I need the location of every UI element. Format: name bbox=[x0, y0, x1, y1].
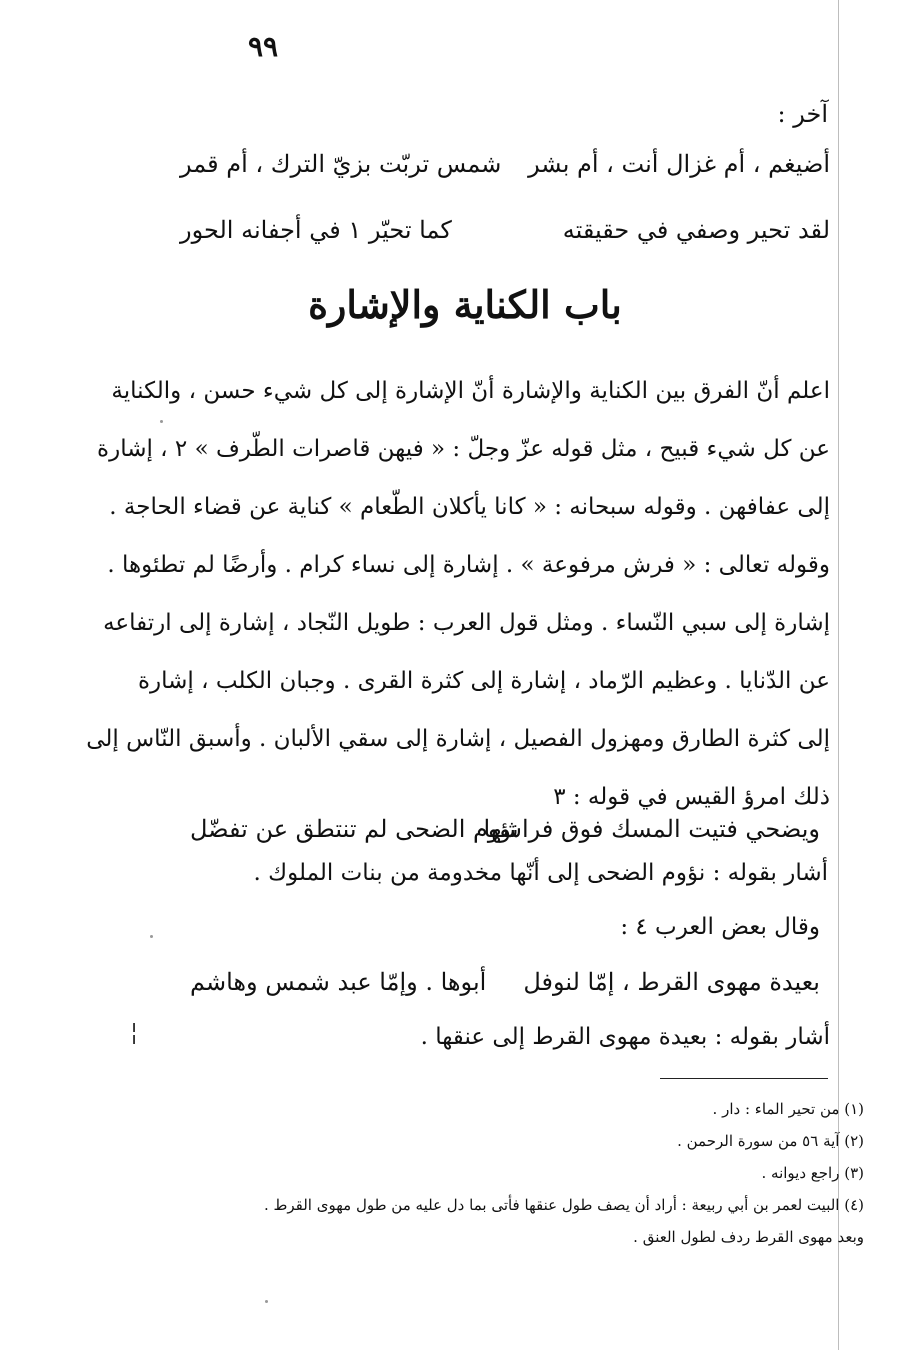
footnote-4-continued: وبعد مهوى القرط ردف لطول العنق . bbox=[633, 1228, 864, 1246]
page-number: ٩٩ bbox=[247, 30, 279, 63]
margin-mark: ¦ bbox=[130, 1018, 139, 1046]
intro-label: آخر : bbox=[777, 100, 828, 128]
explanation-1: أشار بقوله : نؤوم الضحى إلى أنّها مخدومة من بنات الملوك . bbox=[253, 860, 828, 886]
verse-4-second-hemistich: أبوها . وإمّا عبد شمس وهاشم bbox=[190, 968, 487, 996]
verse-4-first-hemistich: بعيدة مهوى القرط ، إمّا لنوفل bbox=[523, 968, 820, 996]
verse-3-second-hemistich: نؤوم الضحى لم تنتطق عن تفضّل bbox=[190, 815, 519, 843]
paragraph-line: إلى عفافهن . وقوله سبحانه : « كانا يأكلان الطّعام » كناية عن قضاء الحاجة . bbox=[109, 494, 830, 520]
paragraph-line: عن كل شيء قبيح ، مثل قوله عزّ وجلّ : « فيهن قاصرات الطّرف » ٢ ، إشارة bbox=[97, 436, 830, 462]
scan-speck bbox=[160, 420, 163, 423]
footnote-3: (٣) راجع ديوانه . bbox=[761, 1164, 864, 1182]
paragraph-line: وقوله تعالى : « فرش مرفوعة » . إشارة إلى نساء كرام . وأرضًا لم تطئوها . bbox=[107, 552, 830, 578]
footnote-1: (١) من تحير الماء : دار . bbox=[712, 1100, 864, 1118]
verse-2-first-hemistich: لقد تحير وصفي في حقيقته bbox=[562, 216, 830, 244]
verse-2 bbox=[180, 216, 830, 266]
footnote-2: (٢) آية ٥٦ من سورة الرحمن . bbox=[677, 1132, 864, 1150]
verse-1-first-hemistich: أضيغم ، أم غزال أنت ، أم بشر bbox=[528, 150, 830, 178]
verse-1 bbox=[180, 150, 830, 200]
verse-4 bbox=[190, 968, 820, 1018]
scan-speck bbox=[150, 935, 153, 938]
footnote-4: (٤) البيت لعمر بن أبي ربيعة : أراد أن يصف طول عنقها فأتى بما دل عليه من طول مهوى القرط . bbox=[263, 1196, 864, 1214]
verse-2-second-hemistich: كما تحيّر ١ في أجفانه الحور bbox=[180, 216, 452, 244]
main-paragraph bbox=[86, 362, 830, 826]
paragraph-line: اعلم أنّ الفرق بين الكناية والإشارة أنّ الإشارة إلى كل شيء حسن ، والكناية bbox=[111, 378, 830, 404]
intro-2: وقال بعض العرب ٤ : bbox=[620, 914, 820, 940]
paragraph-line: عن الدّنايا . وعظيم الرّماد ، إشارة إلى كثرة القرى . وجبان الكلب ، إشارة bbox=[138, 668, 830, 694]
paragraph-line: إلى كثرة الطارق ومهزول الفصيل ، إشارة إلى سقي الألبان . وأسبق النّاس إلى bbox=[86, 726, 830, 752]
section-title: باب الكناية والإشارة bbox=[308, 282, 622, 327]
paragraph-line: إشارة إلى سبي النّساء . ومثل قول العرب : طويل النّجاد ، إشارة إلى ارتفاعه bbox=[103, 610, 830, 636]
verse-1-second-hemistich: شمس تربّت بزيّ الترك ، أم قمر bbox=[180, 150, 502, 178]
paragraph-line: ذلك امرؤ القيس في قوله : ٣ bbox=[553, 784, 830, 810]
verse-3 bbox=[190, 815, 820, 865]
scan-speck bbox=[265, 1300, 268, 1303]
verse-3-first-hemistich: ويضحي فتيت المسك فوق فراشها bbox=[483, 815, 820, 843]
explanation-2: أشار بقوله : بعيدة مهوى القرط إلى عنقها . bbox=[420, 1024, 830, 1050]
footnote-divider bbox=[660, 1078, 828, 1079]
